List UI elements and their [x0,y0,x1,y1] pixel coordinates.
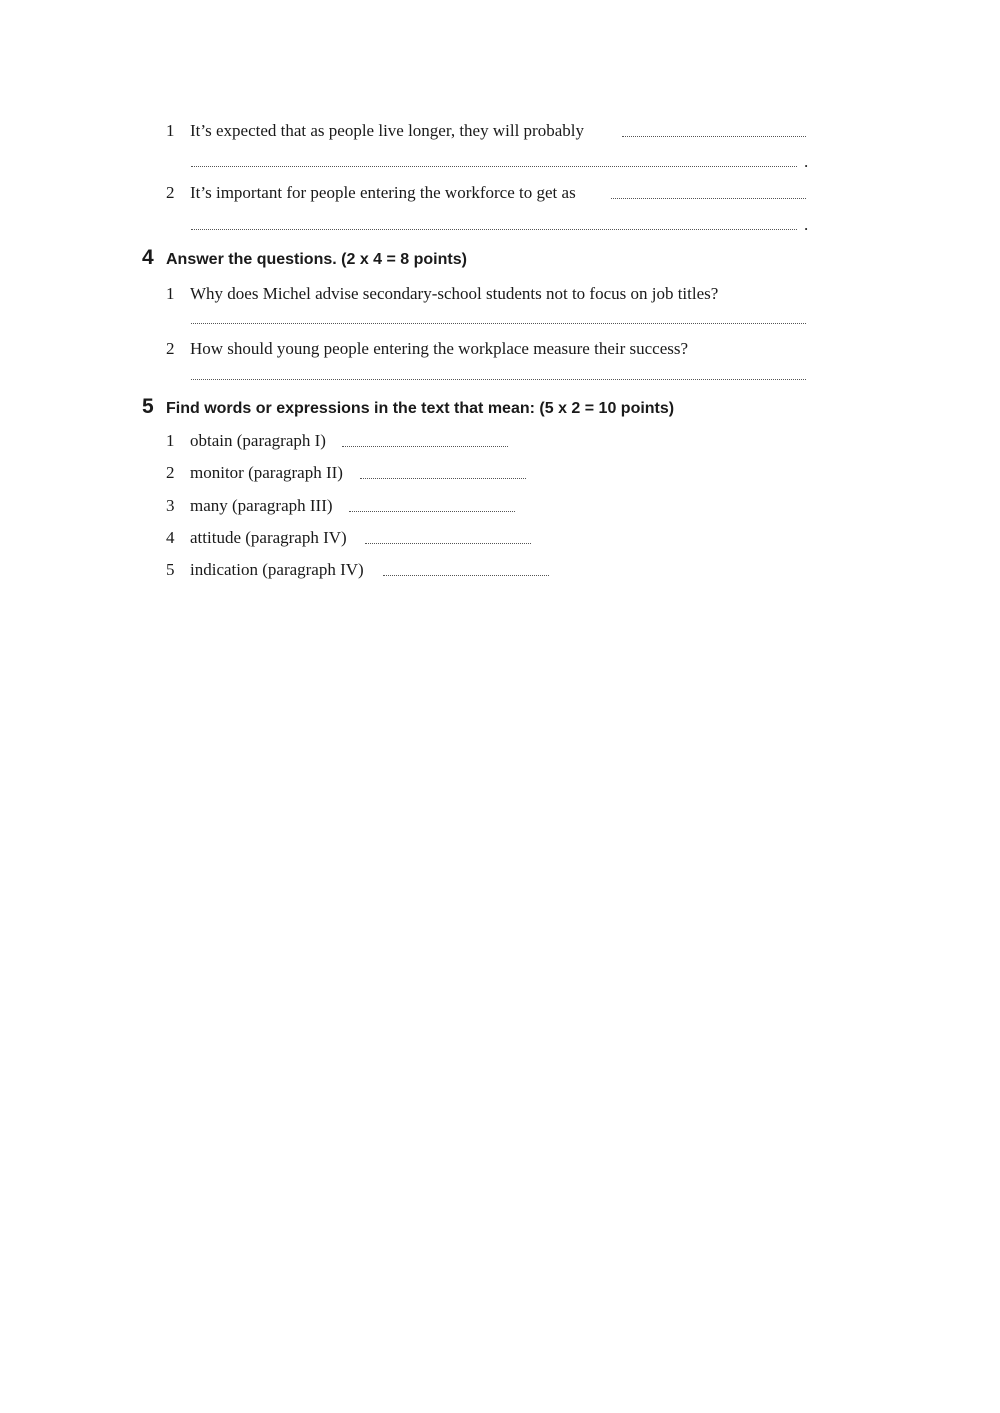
answer-line[interactable] [191,166,797,167]
answer-line[interactable] [383,575,549,576]
section4-title: Answer the questions. (2 x 4 = 8 points) [166,251,467,268]
answer-line[interactable] [191,323,806,324]
item-number: 1 [166,284,175,303]
item-text: monitor (paragraph II) [190,463,343,482]
item-text: How should young people entering the workplace measure their success? [190,339,689,358]
answer-line[interactable] [349,511,515,512]
period: . [804,152,809,171]
item-number: 4 [166,528,175,547]
section4-number: 4 [142,246,154,269]
item-number: 2 [166,339,175,358]
section5-number: 5 [142,395,154,418]
item-text: Why does Michel advise secondary-school students not to focus on job titles? [190,284,719,303]
answer-line[interactable] [365,543,531,544]
answer-line[interactable] [191,229,797,230]
section5-title: Find words or expressions in the text that mean: (5 x 2 = 10 points) [166,400,675,417]
item-number: 1 [166,431,175,450]
item-number: 2 [166,463,175,482]
item-number: 2 [166,183,175,202]
answer-line[interactable] [611,198,806,199]
period: . [804,215,809,234]
answer-line[interactable] [360,478,526,479]
item-text: obtain (paragraph I) [190,431,326,450]
item-number: 1 [166,121,175,140]
item-text: many (paragraph III) [190,496,333,515]
item-text: It’s important for people entering the workforce to get as [190,183,576,202]
item-number: 3 [166,496,175,515]
answer-line[interactable] [342,446,508,447]
item-number: 5 [166,560,175,579]
answer-line[interactable] [191,379,806,380]
answer-line[interactable] [622,136,806,137]
item-text: It’s expected that as people live longer, they will probably [190,121,584,140]
item-text: indication (paragraph IV) [190,560,364,579]
item-text: attitude (paragraph IV) [190,528,347,547]
